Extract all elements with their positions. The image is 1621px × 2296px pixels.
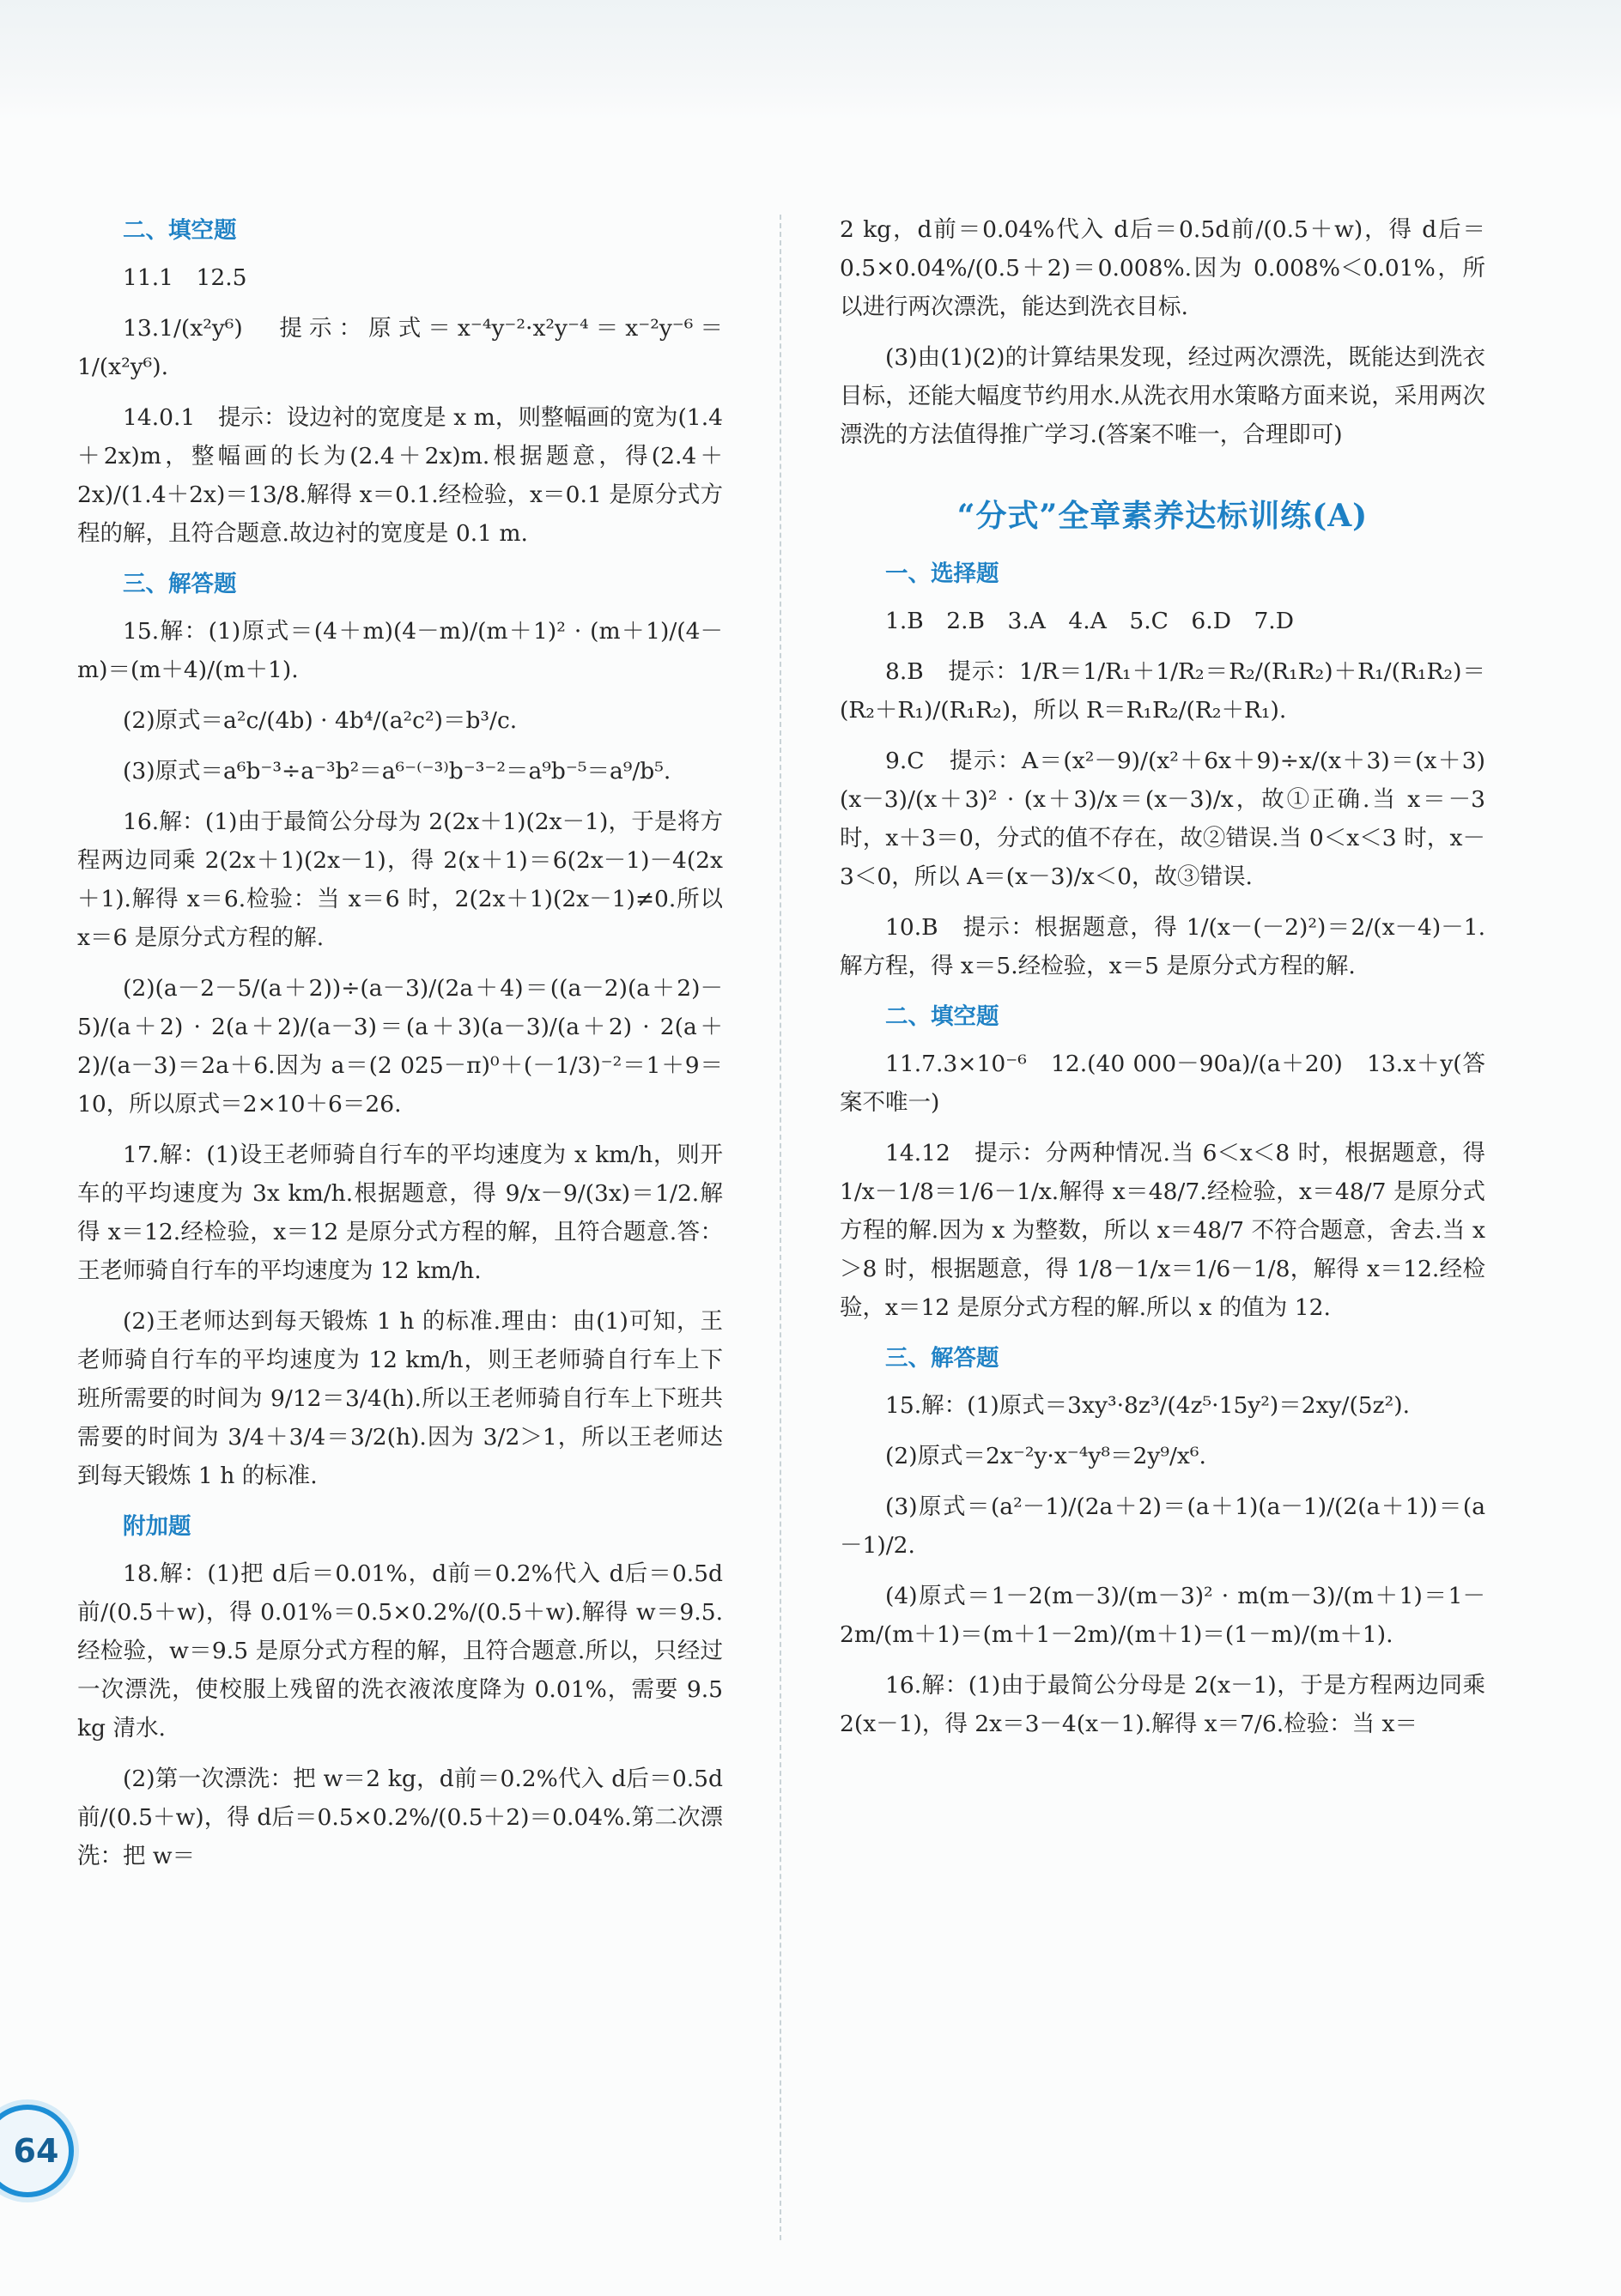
answer-10: 10.B 提示：根据题意，得 1/(x－(－2)²)＝2/(x－4)－1.解方程，得 x＝5.经检验，x＝5 是原分式方程的解. (840, 914, 1485, 979)
answer-1-7: 1.B 2.B 3.A 4.A 5.C 6.D 7.D (885, 608, 1294, 634)
answer-8: 8.B 提示：1/R＝1/R₁＋1/R₂＝R₂/(R₁R₂)＋R₁/(R₁R₂)＝(R₂＋R₁)/(R₁R₂)，所以 R＝R₁R₂/(R₂＋R₁). (840, 658, 1485, 724)
section-fill-in-heading-2: 二、填空题 (885, 1003, 999, 1030)
answer-17-2: (2)王老师达到每天锻炼 1 h 的标准.理由：由(1)可知，王老师骑自行车的平均速度为 12 km/h，则王老师骑自行车上下班所需要的时间为 9/12＝3/4(h).所以王老师骑自行车上下班共需要的时间为 3/4＋3/4＝3/2(h).因为 3/2＞1，所以王老师达到每天锻炼 1 h 的标准. (77, 1308, 723, 1489)
answer-15-b-3: (3)原式＝(a²－1)/(2a＋2)＝(a＋1)(a－1)/(2(a＋1))＝(a－1)/2. (840, 1493, 1485, 1559)
section-solution-heading: 三、解答题 (123, 571, 237, 597)
page-number-badge (0, 2105, 74, 2197)
answer-16-b: 16.解：(1)由于最简公分母是 2(x－1)，于是方程两边同乘 2(x－1)，得 2x＝3－4(x－1).解得 x＝7/6.检验：当 x＝ (840, 1672, 1485, 1737)
answer-15-2: (2)原式＝a²c/(4b) · 4b⁴/(a²c²)＝b³/c. (123, 707, 518, 734)
answer-14-b: 14.12 提示：分两种情况.当 6＜x＜8 时，根据题意，得 1/x－1/8＝1/6－1/x.解得 x＝48/7.经检验，x＝48/7 是原分式方程的解.因为 x 为整数，所以 x＝48/7 不符合题意，舍去.当 x＞8 时，根据题意，得 1/8－1/x＝1/6－1/8，解得 x＝12.经检验，x＝12 是原分式方程的解.所以 x 的值为 12. (840, 1140, 1485, 1321)
section-extra-heading: 附加题 (123, 1513, 191, 1540)
answer-16-2: (2)(a－2－5/(a＋2))÷(a－3)/(2a＋4)＝((a－2)(a＋2)－5)/(a＋2) · 2(a＋2)/(a－3)＝(a＋3)(a－3)/(a＋2) · 2(a＋2)/(a－3)＝2a＋6.因为 a＝(2 025－π)⁰＋(－1/3)⁻²＝1＋9＝10，所以原式＝2×10＋6＝26. (77, 975, 723, 1118)
section-fill-in-heading: 二、填空题 (123, 217, 237, 244)
answer-15-1: 15.解：(1)原式＝(4＋m)(4－m)/(m＋1)² · (m＋1)/(4－m)＝(m＋4)/(m＋1). (77, 618, 723, 683)
right-column (840, 210, 1485, 1755)
answer-15-b-1: 15.解：(1)原式＝3xy³·8z³/(4z⁵·15y²)＝2xy/(5z²). (885, 1392, 1410, 1419)
answer-18-2-continued: 2 kg，d前＝0.04%代入 d后＝0.5d前/(0.5＋w)，得 d后＝0.5×0.04%/(0.5＋2)＝0.008%.因为 0.008%＜0.01%，所以进行两次漂洗，能达到洗衣目标. (840, 216, 1485, 320)
page-header-band (0, 0, 1621, 120)
answer-15-3: (3)原式＝a⁶b⁻³÷a⁻³b²＝a⁶⁻⁽⁻³⁾b⁻³⁻²＝a⁹b⁻⁵＝a⁹/b⁵. (123, 758, 671, 785)
section-choice-heading: 一、选择题 (885, 560, 999, 587)
column-divider (780, 215, 781, 2240)
answer-13: 13.1/(x²y⁶) 提示：原式＝x⁻⁴y⁻²·x²y⁻⁴＝x⁻²y⁻⁶＝1/(x²y⁶). (77, 315, 723, 380)
chapter-title: “分式”全章素养达标训练(A) (956, 498, 1369, 534)
section-solution-heading-2: 三、解答题 (885, 1345, 999, 1372)
answer-15-b-2: (2)原式＝2x⁻²y·x⁻⁴y⁸＝2y⁹/x⁶. (885, 1443, 1206, 1469)
answer-18-1: 18.解：(1)把 d后＝0.01%，d前＝0.2%代入 d后＝0.5d前/(0.5＋w)，得 0.01%＝0.5×0.2%/(0.5＋w).解得 w＝9.5.经检验，w＝9.5 是原分式方程的解，且符合题意.所以，只经过一次漂洗，使校服上残留的洗衣液浓度降为 0.01%，需要 9.5 kg 清水. (77, 1560, 723, 1742)
page-number: 64 (13, 2132, 59, 2170)
answer-18-2: (2)第一次漂洗：把 w＝2 kg，d前＝0.2%代入 d后＝0.5d前/(0.5＋w)，得 d后＝0.5×0.2%/(0.5＋2)＝0.04%.第二次漂洗：把 w＝ (77, 1766, 723, 1869)
answer-17-1: 17.解：(1)设王老师骑自行车的平均速度为 x km/h，则开车的平均速度为 3x km/h.根据题意，得 9/x－9/(3x)＝1/2.解得 x＝12.经检验，x＝12 是原分式方程的解，且符合题意.答：王老师骑自行车的平均速度为 12 km/h. (77, 1142, 723, 1284)
answer-11-13: 11.7.3×10⁻⁶ 12.(40 000－90a)/(a＋20) 13.x＋y(答案不唯一) (840, 1051, 1485, 1116)
answer-18-3: (3)由(1)(2)的计算结果发现，经过两次漂洗，既能达到洗衣目标，还能大幅度节约用水.从洗衣用水策略方面来说，采用两次漂洗的方法值得推广学习.(答案不唯一，合理即可) (840, 344, 1485, 448)
left-column (77, 206, 723, 1887)
answer-11-12: 11.1 12.5 (123, 264, 247, 291)
answer-15-b-4: (4)原式＝1－2(m－3)/(m－3)² · m(m－3)/(m＋1)＝1－2m/(m＋1)＝(m＋1－2m)/(m＋1)＝(1－m)/(m＋1). (840, 1583, 1485, 1648)
answer-16-1: 16.解：(1)由于最简公分母为 2(2x＋1)(2x－1)，于是将方程两边同乘 2(2x＋1)(2x－1)，得 2(x＋1)＝6(2x－1)－4(2x＋1).解得 x＝6.检验：当 x＝6 时，2(2x＋1)(2x－1)≠0.所以 x＝6 是原分式方程的解. (77, 809, 723, 951)
answer-14: 14.0.1 提示：设边衬的宽度是 x m，则整幅画的宽为(1.4＋2x)m，整幅画的长为(2.4＋2x)m.根据题意，得(2.4＋2x)/(1.4＋2x)＝13/8.解得 x＝0.1.经检验，x＝0.1 是原分式方程的解，且符合题意.故边衬的宽度是 0.1 m. (77, 404, 723, 547)
answer-9: 9.C 提示：A＝(x²－9)/(x²＋6x＋9)÷x/(x＋3)＝(x＋3)(x－3)/(x＋3)² · (x＋3)/x＝(x－3)/x，故①正确.当 x＝－3 时，x＋3＝0，分式的值不存在，故②错误.当 0＜x＜3 时，x－3＜0，所以 A＝(x－3)/x＜0，故③错误. (840, 748, 1485, 890)
